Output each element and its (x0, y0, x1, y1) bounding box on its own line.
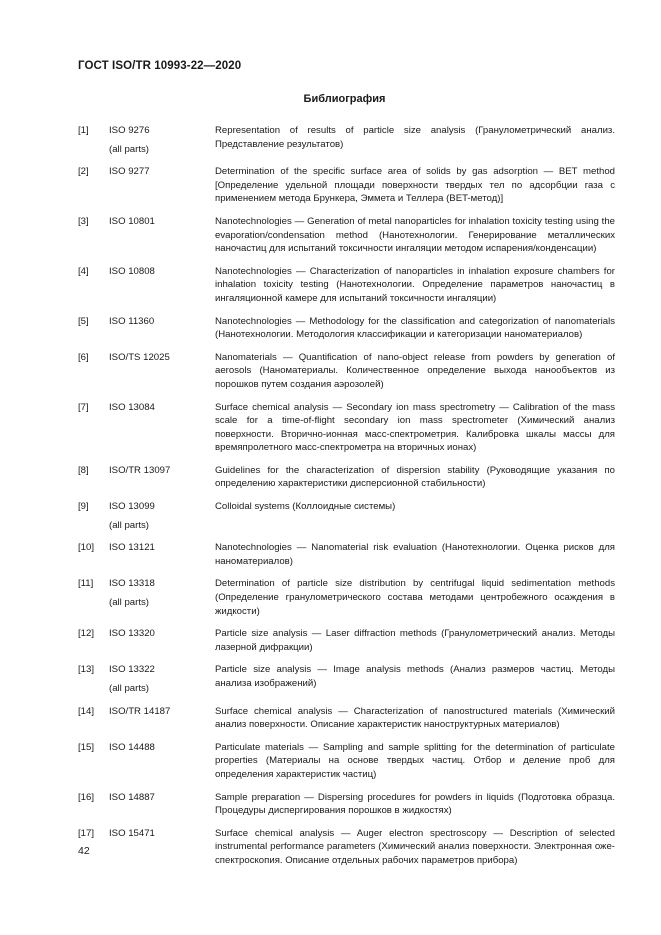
bibliography-entry (78, 351, 615, 392)
entry-standard (109, 627, 215, 654)
bibliography-entry (78, 165, 615, 206)
section-title: Библиография (303, 93, 386, 105)
entry-number: [5] (78, 315, 89, 327)
bibliography-entry (78, 124, 615, 156)
standard-id: ISO/TR 13097 (109, 464, 171, 476)
bibliography-entry (78, 265, 615, 306)
standard-parts: (all parts) (109, 683, 149, 694)
bibliography-entry (78, 741, 615, 782)
entry-title: Nanotechnologies — Characterization of nanoparticles in inhalation exposure chambers for inhalation toxicity testing (Нанотехнологии. Определение параметров наночастиц в ингаляционной камере для испытаний токсичности ингаляции) (215, 265, 615, 304)
entry-title: Particulate materials — Sampling and sample splitting for the determination of particulate properties (Материалы на основе твердых частиц. Отбор и деление проб для определения характеристик частиц) (215, 741, 615, 780)
entry-standard (109, 577, 215, 618)
entry-standard (109, 124, 215, 156)
entry-number: [14] (78, 705, 95, 717)
standard-id: ISO/TR 14187 (109, 705, 171, 717)
entry-standard (109, 500, 215, 532)
entry-title: Nanotechnologies — Nanomaterial risk evaluation (Нанотехнологии. Оценка рисков для наноматериалов) (215, 542, 615, 567)
bibliography-entry (78, 215, 615, 256)
entry-number: [6] (78, 351, 89, 363)
entry-number: [16] (78, 791, 95, 803)
bibliography-entry (78, 791, 615, 818)
entry-standard (109, 464, 215, 491)
standard-header: ГОСТ ISO/TR 10993-22—2020 (78, 60, 242, 72)
bibliography-entry (78, 577, 615, 618)
standard-id: ISO 9277 (109, 166, 150, 178)
entry-number: [8] (78, 464, 89, 476)
bibliography-entry (78, 541, 615, 568)
entry-standard (109, 265, 215, 306)
standard-id: ISO 10801 (109, 215, 155, 227)
standard-id: ISO 13121 (109, 542, 155, 554)
entry-number: [15] (78, 741, 95, 753)
standard-id: ISO 13084 (109, 401, 155, 413)
standard-parts: (all parts) (109, 597, 149, 609)
bibliography-entry (78, 315, 615, 342)
entry-title: Nanomaterials — Quantification of nano-object release from powders by generation of aerosols (Наноматериалы. Количественное определение выхода нанообъектов из порошков путем создания аэрозолей) (215, 351, 615, 390)
standard-parts: (all parts) (109, 519, 149, 531)
entry-number: [10] (78, 542, 95, 554)
bibliography-entry (78, 705, 615, 732)
entry-title: Determination of the specific surface area of solids by gas adsorption — BET method [Определение удельной площади поверхности твердых тел по адсорбции газа с применением метода Брункера, Эммета и Теллера (BET-метод)] (215, 166, 615, 205)
entry-number: [9] (78, 501, 89, 513)
entry-standard (109, 165, 215, 206)
bibliography-entry (78, 500, 615, 532)
standard-id: ISO 13322 (109, 664, 155, 676)
standard-id: ISO 13099 (109, 501, 155, 513)
entry-standard (109, 791, 215, 818)
entry-standard (109, 827, 215, 868)
entry-standard (109, 401, 215, 455)
entry-number: [4] (78, 265, 89, 277)
entry-title: Surface chemical analysis — Characterization of nanostructured materials (Химический анализ поверхности. Описание характеристик наноструктурных материалов) (215, 705, 615, 731)
entry-number: [17] (78, 827, 95, 839)
standard-id: ISO 14887 (109, 791, 155, 803)
standard-id: ISO 10808 (109, 265, 155, 277)
entry-title: Particle size analysis — Laser diffraction methods (Гранулометрический анализ. Методы лазерной дифракции) (215, 628, 615, 653)
standard-id: ISO 13320 (109, 628, 155, 640)
bibliography-entry (78, 627, 615, 654)
entry-number: [12] (78, 628, 95, 640)
standard-parts: (all parts) (109, 143, 149, 155)
entry-title: Determination of particle size distribution by centrifugal liquid sedimentation methods (Определение гранулометрического состава методами центробежного осаждения в жидкости) (215, 578, 615, 617)
standard-id: ISO 13318 (109, 578, 155, 590)
bibliography-list (78, 124, 615, 877)
entry-title: Colloidal systems (Коллоидные системы) (215, 501, 396, 513)
standard-id: ISO 9276 (109, 125, 150, 136)
entry-number: [1] (78, 125, 89, 136)
standard-id: ISO 14488 (109, 741, 155, 753)
standard-id: ISO 11360 (109, 315, 155, 327)
entry-title: Surface chemical analysis — Secondary ion mass spectrometry — Calibration of the mass scale for a time-of-flight secondary ion mass spectrometer (Химический анализ поверхности. Вторично-ионная масс-спектрометрия. Калибровка шкалы массы для времяпролетного масс-спектрометра на вторичных ионах) (215, 401, 615, 454)
entry-standard (109, 351, 215, 392)
entry-standard (109, 705, 215, 732)
entry-title: Surface chemical analysis — Auger electron spectroscopy — Description of selected instrumental performance parameters (Химический анализ поверхности. Электронная оже-спектроскопия. Описание отдельных рабочих параметров прибора) (215, 827, 615, 866)
entry-standard (109, 741, 215, 782)
entry-standard (109, 215, 215, 256)
entry-title: Representation of results of particle size analysis (Гранулометрический анализ. Представление результатов) (215, 125, 615, 150)
bibliography-entry (78, 464, 615, 491)
bibliography-entry (78, 663, 615, 695)
entry-standard (109, 541, 215, 568)
entry-title: Sample preparation — Dispersing procedures for powders in liquids (Подготовка образца. Процедуры диспергирования порошков в жидкостях) (215, 791, 615, 817)
standard-id: ISO/TS 12025 (109, 351, 170, 363)
bibliography-entry (78, 401, 615, 455)
entry-title: Nanotechnologies — Generation of metal nanoparticles for inhalation toxicity testing using the evaporation/condensation method (Нанотехнологии. Генерирование металлических наночастиц для испытаний токсичности ингаляции методом испарения/конденсации) (215, 215, 615, 255)
page-number: 42 (78, 845, 90, 857)
entry-number: [3] (78, 215, 89, 227)
entry-standard (109, 315, 215, 342)
entry-title: Particle size analysis — Image analysis methods (Анализ размеров частиц. Методы анализа изображений) (215, 664, 615, 689)
entry-number: [11] (78, 578, 94, 590)
standard-id: ISO 15471 (109, 827, 155, 839)
entry-title: Nanotechnologies — Methodology for the classification and categorization of nanomaterials (Нанотехнологии. Методология классификации и категоризации наноматериалов) (215, 315, 615, 341)
entry-number: [7] (78, 401, 89, 413)
entry-standard (109, 663, 215, 695)
entry-number: [2] (78, 166, 89, 178)
entry-number: [13] (78, 664, 95, 676)
entry-title: Guidelines for the characterization of dispersion stability (Руководящие указания по определению характеристики дисперсионной стабильности) (215, 464, 615, 490)
bibliography-entry (78, 827, 615, 868)
